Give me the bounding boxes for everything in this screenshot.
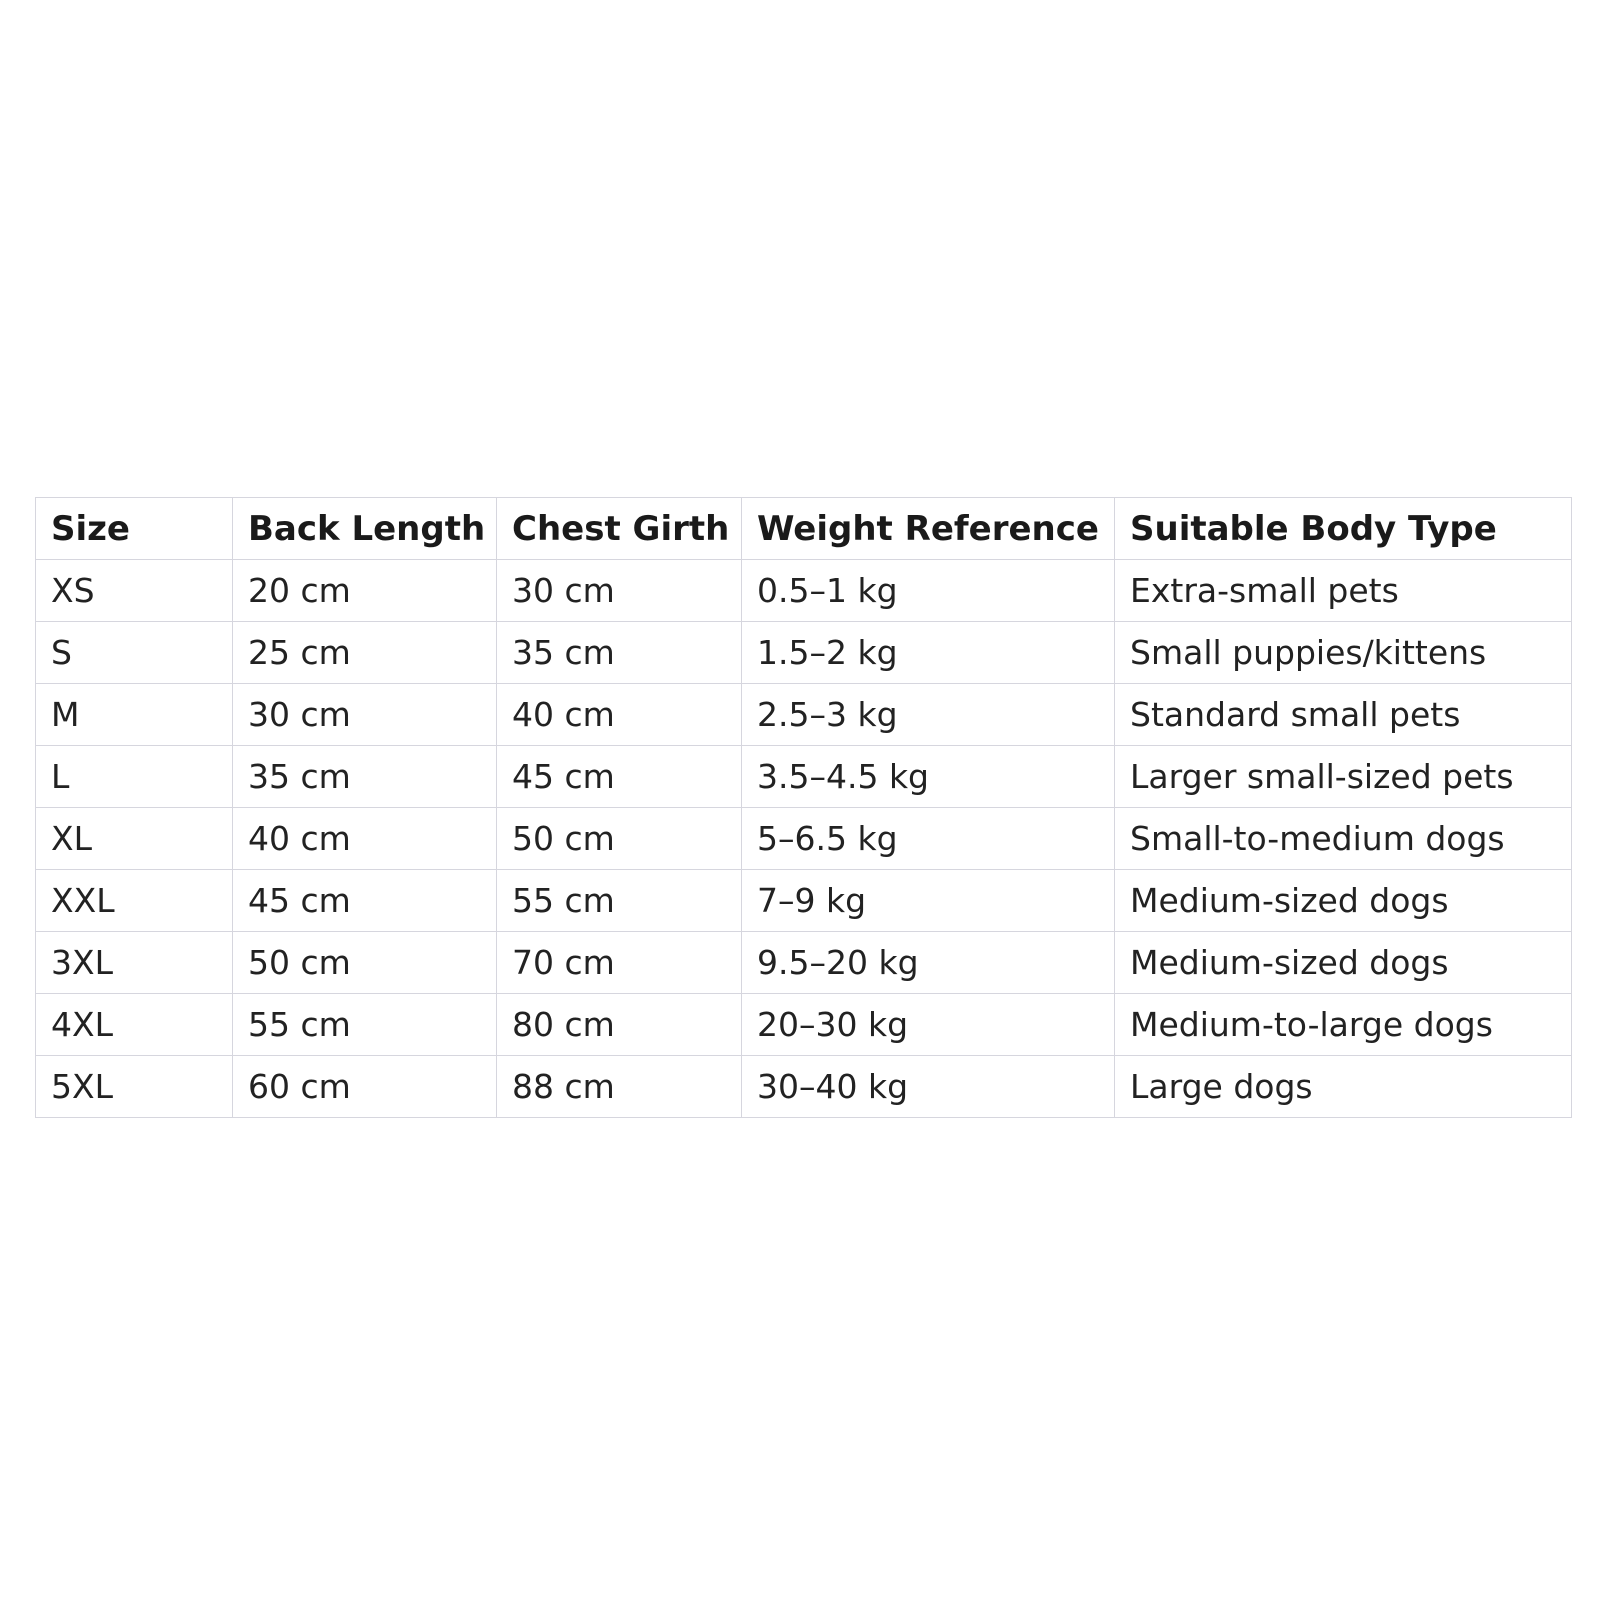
- table-row: [36, 560, 1572, 622]
- cell-back-length: 20 cm: [233, 560, 497, 622]
- table-header: [36, 498, 1572, 560]
- cell-weight-reference: 9.5–20 kg: [742, 932, 1115, 994]
- cell-size: XL: [36, 808, 233, 870]
- table-row: [36, 808, 1572, 870]
- table-row: [36, 622, 1572, 684]
- table-row: [36, 932, 1572, 994]
- cell-size: 5XL: [36, 1056, 233, 1118]
- table-row: [36, 994, 1572, 1056]
- cell-body-type: Small-to-medium dogs: [1115, 808, 1572, 870]
- cell-size: 4XL: [36, 994, 233, 1056]
- cell-weight-reference: 7–9 kg: [742, 870, 1115, 932]
- cell-size: XS: [36, 560, 233, 622]
- cell-body-type: Medium-sized dogs: [1115, 870, 1572, 932]
- table-row: [36, 1056, 1572, 1118]
- cell-size: 3XL: [36, 932, 233, 994]
- cell-back-length: 45 cm: [233, 870, 497, 932]
- cell-weight-reference: 3.5–4.5 kg: [742, 746, 1115, 808]
- cell-body-type: Larger small-sized pets: [1115, 746, 1572, 808]
- header-row: [36, 498, 1572, 560]
- table-body: [36, 560, 1572, 1118]
- cell-back-length: 40 cm: [233, 808, 497, 870]
- table-row: [36, 684, 1572, 746]
- cell-chest-girth: 88 cm: [497, 1056, 742, 1118]
- header-back-length: Back Length: [233, 498, 497, 560]
- cell-body-type: Medium-sized dogs: [1115, 932, 1572, 994]
- cell-back-length: 25 cm: [233, 622, 497, 684]
- cell-chest-girth: 50 cm: [497, 808, 742, 870]
- cell-size: S: [36, 622, 233, 684]
- table-row: [36, 870, 1572, 932]
- cell-back-length: 30 cm: [233, 684, 497, 746]
- cell-chest-girth: 30 cm: [497, 560, 742, 622]
- cell-weight-reference: 20–30 kg: [742, 994, 1115, 1056]
- cell-chest-girth: 80 cm: [497, 994, 742, 1056]
- table-row: [36, 746, 1572, 808]
- cell-body-type: Medium-to-large dogs: [1115, 994, 1572, 1056]
- cell-chest-girth: 45 cm: [497, 746, 742, 808]
- cell-size: L: [36, 746, 233, 808]
- header-suitable-body-type: Suitable Body Type: [1115, 498, 1572, 560]
- cell-back-length: 55 cm: [233, 994, 497, 1056]
- cell-weight-reference: 1.5–2 kg: [742, 622, 1115, 684]
- cell-back-length: 35 cm: [233, 746, 497, 808]
- cell-body-type: Extra-small pets: [1115, 560, 1572, 622]
- cell-body-type: Large dogs: [1115, 1056, 1572, 1118]
- cell-chest-girth: 40 cm: [497, 684, 742, 746]
- header-weight-reference: Weight Reference: [742, 498, 1115, 560]
- cell-chest-girth: 55 cm: [497, 870, 742, 932]
- cell-weight-reference: 2.5–3 kg: [742, 684, 1115, 746]
- cell-body-type: Standard small pets: [1115, 684, 1572, 746]
- cell-back-length: 50 cm: [233, 932, 497, 994]
- cell-body-type: Small puppies/kittens: [1115, 622, 1572, 684]
- cell-weight-reference: 0.5–1 kg: [742, 560, 1115, 622]
- header-size: Size: [36, 498, 233, 560]
- cell-chest-girth: 35 cm: [497, 622, 742, 684]
- cell-chest-girth: 70 cm: [497, 932, 742, 994]
- cell-weight-reference: 5–6.5 kg: [742, 808, 1115, 870]
- cell-size: M: [36, 684, 233, 746]
- cell-weight-reference: 30–40 kg: [742, 1056, 1115, 1118]
- size-chart-table: [35, 497, 1572, 1118]
- cell-back-length: 60 cm: [233, 1056, 497, 1118]
- header-chest-girth: Chest Girth: [497, 498, 742, 560]
- cell-size: XXL: [36, 870, 233, 932]
